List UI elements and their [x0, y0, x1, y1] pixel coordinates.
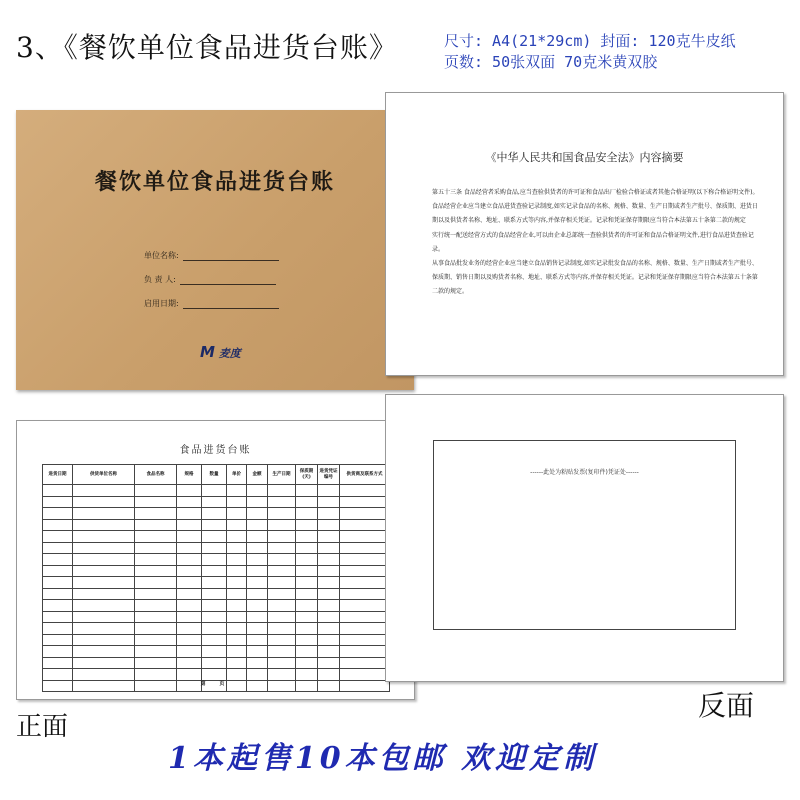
table-cell [73, 554, 135, 566]
table-row [43, 542, 390, 554]
table-cell [296, 485, 318, 497]
table-cell [202, 485, 227, 497]
law-paragraph: 实行统一配送经营方式的食品经营企业,可以由企业总部统一查验供货者的许可证和食品合格证明文件,进行食品进货查验记录。 [432, 231, 754, 253]
table-cell [268, 634, 296, 646]
table-cell [227, 531, 247, 543]
ledger-header-row [43, 465, 390, 485]
table-cell [340, 542, 390, 554]
cover-field-manager [144, 274, 276, 285]
table-row [43, 508, 390, 520]
table-cell [296, 646, 318, 658]
spec-pages: 页数: 50张双面 70克米黄双胶 [444, 53, 658, 71]
table-cell [247, 565, 268, 577]
table-cell [318, 554, 340, 566]
invoice-paste-page [385, 394, 784, 682]
table-cell [202, 554, 227, 566]
table-row [43, 496, 390, 508]
blank-line [180, 284, 276, 285]
table-cell [340, 577, 390, 589]
table-row [43, 588, 390, 600]
table-cell [73, 496, 135, 508]
table-cell [43, 542, 73, 554]
table-cell [247, 508, 268, 520]
law-body [432, 186, 759, 300]
table-row [43, 646, 390, 658]
table-cell [202, 646, 227, 658]
table-cell [43, 485, 73, 497]
table-cell [340, 496, 390, 508]
table-cell [247, 588, 268, 600]
table-cell [340, 519, 390, 531]
table-row [43, 531, 390, 543]
cover-field-unit [144, 250, 279, 261]
table-cell [247, 577, 268, 589]
table-cell [43, 623, 73, 635]
table-cell [177, 565, 202, 577]
table-cell [227, 577, 247, 589]
table-cell [296, 634, 318, 646]
kraft-cover [16, 110, 414, 390]
table-cell [135, 496, 177, 508]
table-cell [340, 634, 390, 646]
logo-text: 麦度 [218, 347, 241, 360]
law-paragraph: 从事食品批发业务的经营企业应当建立食品销售记录制度,如实记录批发食品的名称、规格、数量、生产日期或者生产批号、保质期、销售日期以及购货者名称、地址、联系方式等内容,并保存相关凭证。记录和凭证保存期限应当符合本法第五十条第二款的规定。 [432, 260, 758, 296]
table-cell [247, 542, 268, 554]
table-cell [318, 600, 340, 612]
ledger-column-header: 食品名称 [135, 465, 177, 485]
table-cell [296, 669, 318, 681]
table-cell [296, 588, 318, 600]
table-cell [73, 669, 135, 681]
table-cell [268, 600, 296, 612]
table-cell [73, 565, 135, 577]
table-cell [340, 600, 390, 612]
table-cell [268, 565, 296, 577]
blank-line [183, 308, 279, 309]
table-cell [135, 485, 177, 497]
table-cell [268, 669, 296, 681]
table-cell [318, 669, 340, 681]
table-cell [318, 623, 340, 635]
table-cell [227, 623, 247, 635]
law-excerpt-page [385, 92, 784, 376]
table-cell [227, 611, 247, 623]
table-cell [135, 646, 177, 658]
law-paragraph: 食品经营企业应当建立食品进货查验记录制度,如实记录食品的名称、规格、数量、生产日期或者生产批号、保质期、进货日期以及供货者名称、地址、联系方式等内容,并保存相关凭证。记录和凭证保存期限应当符合本法第五十条第二款的规定 [432, 203, 758, 225]
invoice-paste-box [433, 440, 736, 630]
table-cell [340, 531, 390, 543]
ledger-column-header: 单价 [227, 465, 247, 485]
law-paragraph: 第五十三条 食品经营者采购食品,应当查验供货者的许可证和食品出厂检验合格证或者其他合格证明(以下称合格证明文件)。 [432, 189, 759, 196]
table-cell [340, 646, 390, 658]
table-cell [227, 519, 247, 531]
law-page-title: 《中华人民共和国食品安全法》内容摘要 [485, 151, 684, 164]
table-cell [73, 623, 135, 635]
ledger-column-header: 进货日期 [43, 465, 73, 485]
table-cell [227, 634, 247, 646]
table-cell [202, 600, 227, 612]
table-cell [177, 531, 202, 543]
table-cell [247, 623, 268, 635]
ledger-column-header: 规格 [177, 465, 202, 485]
table-cell [247, 657, 268, 669]
table-cell [135, 508, 177, 520]
table-cell [268, 508, 296, 520]
table-cell [202, 669, 227, 681]
table-cell [177, 577, 202, 589]
cover-field-date [144, 298, 279, 309]
table-cell [177, 600, 202, 612]
sales-slogan: 1本起售10本包邮 欢迎定制 [168, 741, 598, 776]
product-specs [444, 31, 736, 73]
ledger-column-header: 进货凭证编号 [318, 465, 340, 485]
table-cell [135, 634, 177, 646]
table-cell [177, 508, 202, 520]
cover-field-label: 负 责 人: [144, 275, 176, 284]
table-cell [340, 588, 390, 600]
ledger-column-header: 金额 [247, 465, 268, 485]
table-cell [296, 565, 318, 577]
table-cell [73, 577, 135, 589]
table-cell [227, 669, 247, 681]
table-cell [268, 588, 296, 600]
table-cell [247, 600, 268, 612]
table-row [43, 519, 390, 531]
invoice-paste-text: ------此处为粘贴发票(复印件)凭证处------ [530, 469, 639, 476]
table-cell [247, 554, 268, 566]
table-cell [177, 634, 202, 646]
table-cell [296, 657, 318, 669]
cover-title: 餐饮单位食品进货台账 [94, 170, 335, 195]
table-cell [43, 531, 73, 543]
table-cell [296, 600, 318, 612]
table-row [43, 634, 390, 646]
table-cell [202, 623, 227, 635]
table-cell [318, 646, 340, 658]
table-cell [43, 657, 73, 669]
table-cell [43, 519, 73, 531]
product-title: 3、《餐饮单位食品进货台账》 [16, 31, 398, 64]
table-cell [135, 542, 177, 554]
spec-size: 尺寸: A4(21*29cm) 封面: 120克牛皮纸 [444, 32, 736, 50]
table-cell [268, 542, 296, 554]
table-cell [247, 496, 268, 508]
table-row [43, 657, 390, 669]
ledger-table [42, 464, 390, 692]
table-row [43, 611, 390, 623]
cover-field-label: 启用日期: [144, 299, 179, 308]
table-cell [268, 623, 296, 635]
table-cell [73, 485, 135, 497]
table-row [43, 577, 390, 589]
table-cell [227, 508, 247, 520]
page-number-footer: 第 页 [200, 681, 231, 687]
table-cell [296, 554, 318, 566]
table-cell [318, 634, 340, 646]
table-cell [340, 565, 390, 577]
table-row [43, 623, 390, 635]
table-cell [247, 634, 268, 646]
table-cell [318, 542, 340, 554]
ledger-column-header: 数量 [202, 465, 227, 485]
table-cell [135, 623, 177, 635]
table-cell [247, 519, 268, 531]
table-cell [135, 577, 177, 589]
table-cell [43, 646, 73, 658]
table-cell [340, 657, 390, 669]
table-cell [73, 657, 135, 669]
table-cell [296, 531, 318, 543]
table-cell [268, 577, 296, 589]
ledger-body [43, 485, 390, 692]
blank-line [183, 260, 279, 261]
table-cell [318, 577, 340, 589]
table-row [43, 565, 390, 577]
brand-logo [200, 343, 241, 361]
table-cell [268, 554, 296, 566]
table-cell [247, 669, 268, 681]
table-cell [268, 496, 296, 508]
table-cell [247, 646, 268, 658]
table-cell [318, 588, 340, 600]
table-cell [73, 611, 135, 623]
ledger-column-header: 供货单位名称 [73, 465, 135, 485]
table-cell [43, 508, 73, 520]
table-cell [318, 485, 340, 497]
front-side-label: 正面 [16, 712, 69, 742]
table-cell [177, 485, 202, 497]
table-cell [318, 657, 340, 669]
ledger-column-header: 供货商及联系方式 [340, 465, 390, 485]
table-cell [135, 611, 177, 623]
ledger-title: 食品进货台账 [179, 445, 252, 456]
table-cell [135, 531, 177, 543]
table-cell [43, 600, 73, 612]
table-cell [318, 611, 340, 623]
table-cell [247, 611, 268, 623]
ledger-page [16, 420, 415, 700]
table-cell [177, 496, 202, 508]
table-cell [268, 646, 296, 658]
ledger-column-header: 保质期(天) [296, 465, 318, 485]
table-cell [296, 519, 318, 531]
table-cell [268, 611, 296, 623]
table-cell [227, 542, 247, 554]
table-cell [73, 542, 135, 554]
table-cell [202, 565, 227, 577]
table-cell [340, 508, 390, 520]
table-cell [202, 508, 227, 520]
table-cell [43, 496, 73, 508]
table-cell [43, 669, 73, 681]
table-cell [177, 542, 202, 554]
table-cell [340, 554, 390, 566]
table-cell [135, 600, 177, 612]
table-cell [177, 646, 202, 658]
table-cell [73, 646, 135, 658]
table-cell [43, 577, 73, 589]
table-cell [247, 531, 268, 543]
table-cell [296, 611, 318, 623]
table-cell [73, 531, 135, 543]
table-cell [296, 508, 318, 520]
table-cell [227, 657, 247, 669]
table-cell [227, 588, 247, 600]
table-cell [135, 565, 177, 577]
table-cell [177, 611, 202, 623]
table-cell [177, 669, 202, 681]
table-cell [135, 519, 177, 531]
table-cell [177, 623, 202, 635]
table-cell [177, 519, 202, 531]
cover-field-label: 单位名称: [144, 251, 179, 260]
table-cell [73, 508, 135, 520]
table-cell [227, 600, 247, 612]
table-cell [202, 634, 227, 646]
table-cell [340, 623, 390, 635]
table-cell [227, 565, 247, 577]
table-cell [318, 531, 340, 543]
table-cell [318, 519, 340, 531]
table-cell [135, 657, 177, 669]
table-cell [340, 485, 390, 497]
table-cell [268, 519, 296, 531]
table-cell [227, 646, 247, 658]
ledger-column-header: 生产日期 [268, 465, 296, 485]
table-cell [73, 634, 135, 646]
table-cell [177, 657, 202, 669]
table-cell [202, 531, 227, 543]
table-cell [268, 657, 296, 669]
table-cell [268, 485, 296, 497]
table-row [43, 485, 390, 497]
table-cell [43, 611, 73, 623]
table-cell [43, 588, 73, 600]
table-row [43, 554, 390, 566]
table-cell [135, 588, 177, 600]
table-cell [268, 531, 296, 543]
table-cell [202, 588, 227, 600]
table-cell [202, 657, 227, 669]
table-cell [340, 669, 390, 681]
table-cell [73, 600, 135, 612]
table-cell [202, 542, 227, 554]
table-cell [227, 554, 247, 566]
table-cell [227, 496, 247, 508]
table-row [43, 600, 390, 612]
table-cell [73, 519, 135, 531]
table-cell [202, 496, 227, 508]
table-cell [318, 565, 340, 577]
table-cell [318, 508, 340, 520]
table-cell [43, 634, 73, 646]
table-cell [43, 554, 73, 566]
table-cell [227, 485, 247, 497]
table-row [43, 669, 390, 681]
table-cell [135, 669, 177, 681]
table-cell [340, 611, 390, 623]
back-side-label: 反面 [698, 689, 755, 722]
logo-mark-icon: M [200, 343, 215, 361]
table-cell [296, 623, 318, 635]
table-cell [202, 611, 227, 623]
table-cell [296, 542, 318, 554]
table-cell [318, 496, 340, 508]
table-cell [247, 485, 268, 497]
table-cell [296, 577, 318, 589]
table-cell [177, 588, 202, 600]
table-cell [135, 554, 177, 566]
table-cell [43, 565, 73, 577]
table-cell [177, 554, 202, 566]
table-cell [73, 588, 135, 600]
table-cell [202, 519, 227, 531]
table-cell [296, 496, 318, 508]
table-cell [202, 577, 227, 589]
